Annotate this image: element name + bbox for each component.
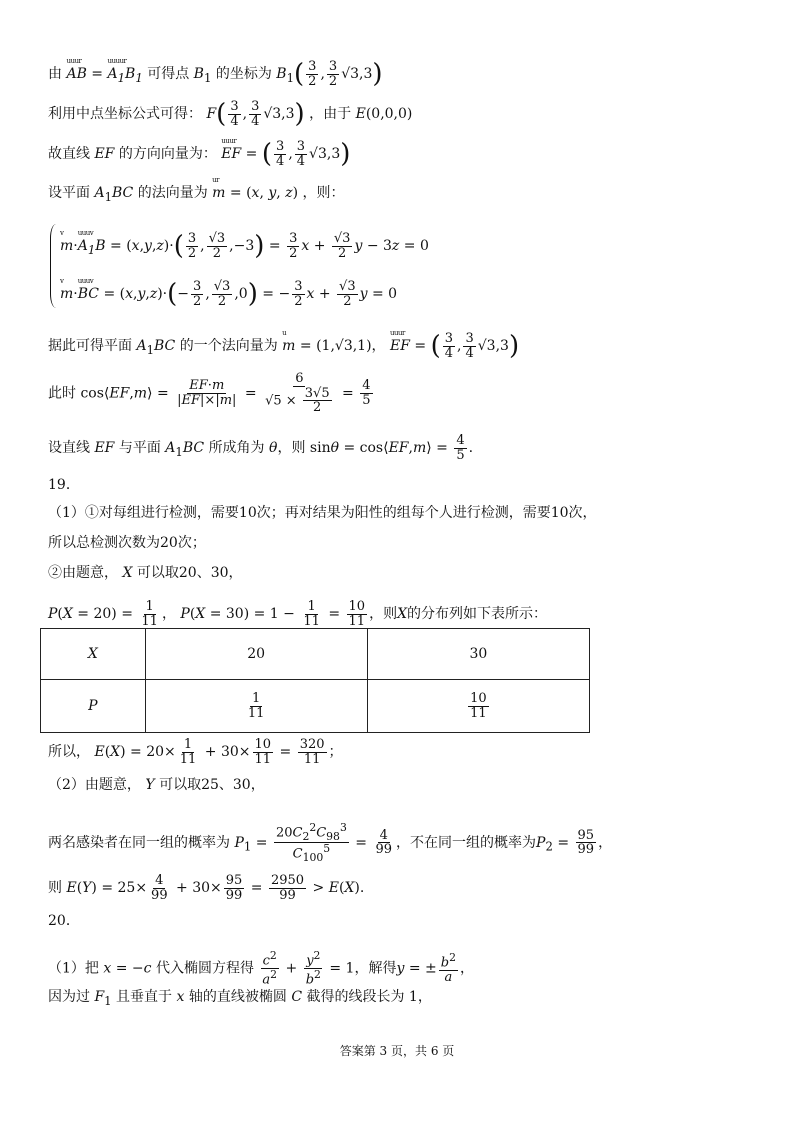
line-cosine: 此时 cos⟨EF,m⟩ = $\frac{EF\cdot m}{|EF|\times|m|}$ = 6 √5 × $\frac{3√5}{2}$ = $\frac{4}{5}$: [48, 371, 371, 416]
line-sine: 设直线 EF 与平面 $A_1BC$ 所成角为 θ，则 sinθ = cos⟨EF,m⟩ = $\frac{4}{5}$ .: [48, 433, 474, 463]
table-header-20: 20: [145, 629, 367, 680]
line-normal-vector: 设平面 $A_1BC$ 的法向量为 ur m = (x, y, z) ，则：: [48, 186, 345, 203]
table-header-x: X: [41, 629, 146, 680]
question-19: 19．: [48, 477, 80, 493]
page-footer: 答案第 3 页，共 6 页: [339, 1044, 455, 1058]
line-direction-vector: 故直线 EF 的方向向量为： uuur EF = ( $\frac{3}{4}$ , $\frac{3}{4}$ √3,3): [48, 140, 350, 168]
q20-line2: 因为过 $F_1$ 且垂直于 x 轴的直线被椭圆 C 截得的线段长为 1，: [48, 989, 432, 1008]
q19-part1-line2: 所以总检测次数为20次；: [48, 535, 206, 551]
q19-part2-probability: 两名感染者在同一组的概率为 $P_1$ = $\frac{20C_2^2C_{98}^3}{C_{100}^5}$ = $\frac{4}{99}$ ，不在同一组的概率为$P_2$ = $\frac{95}{99}$ ，: [48, 821, 613, 865]
table-row: [41, 680, 590, 733]
q19-expectation-y: 则 E(Y) = 25× $\frac{4}{99}$ + 30× $\frac{95}{99}$ = $\frac{2950}{99}$ > E(X).: [48, 873, 365, 903]
q19-probabilities: P(X = 20) = $\frac{1}{11}$ ， P(X = 30) = 1 − $\frac{1}{11}$ = $\frac{10}{11}$ ，则X的分布列如下表所示：: [48, 599, 548, 629]
table-header-30: 30: [367, 629, 589, 680]
q19-part1-line3: ②由题意， X 可以取20、30，: [48, 565, 243, 581]
q19-part2-line1: （2）由题意， Y 可以取25、30，: [48, 777, 265, 793]
table-row-label-p: P: [41, 680, 146, 733]
table-cell-p30: $\frac{10}{11}$: [367, 680, 589, 733]
question-20: 20．: [48, 913, 80, 929]
equation-brace: [50, 224, 57, 308]
line-midpoint-f: 利用中点坐标公式可得： F( $\frac{3}{4}$ , $\frac{3}{4}$ √3,3) ，由于 E(0,0,0): [48, 99, 413, 130]
q20-line1: （1）把 x = −c 代入椭圆方程得 $\frac{c^2}{a^2}$ + $\frac{y^2}{b^2}$ = 1，解得y = ± $\frac{b^2}{a}$ ，: [48, 949, 474, 988]
line-b1-coordinate: 由 uuur AB = uuuur $A_1B_1$ 可得点 $B_1$ 的坐标为 $B_1$( $\frac{3}{2}$ , $\frac{3}{2}$ √3,3): [48, 60, 383, 88]
equation-2: v m·uuuv BC = (x,y,z)·(− $\frac{3}{2}$ , $\frac{√3}{2}$ ,0) = − $\frac{3}{2}$ x + $\frac{√3}{2}$ y = 0: [60, 280, 397, 308]
q19-expectation-x: 所以， E(X) = 20× $\frac{1}{11}$ + 30× $\frac{10}{11}$ = $\frac{320}{11}$ ；: [48, 737, 343, 767]
equation-1: v m·uuuv $A_1B = (x,y,z)\cdot$( $\frac{3}{2}$ , $\frac{√3}{2}$ ,−3) = $\frac{3}{2}$ x + $\frac{√3}{2}$ y − 3z = 0: [60, 232, 429, 260]
distribution-table: [40, 628, 590, 733]
q19-part1-line1: （1）①对每组进行检测，需要10次；再对结果为阳性的组每个人进行检测，需要10次，: [48, 505, 597, 521]
line-normal-result: 据此可得平面 $A_1BC$ 的一个法向量为 u m = (1,√3,1)， uuur EF = ( $\frac{3}{4}$ , $\frac{3}{4}$ √3,3): [48, 332, 519, 360]
table-cell-p20: $\frac{1}{11}$: [145, 680, 367, 733]
table-row: [41, 629, 590, 680]
